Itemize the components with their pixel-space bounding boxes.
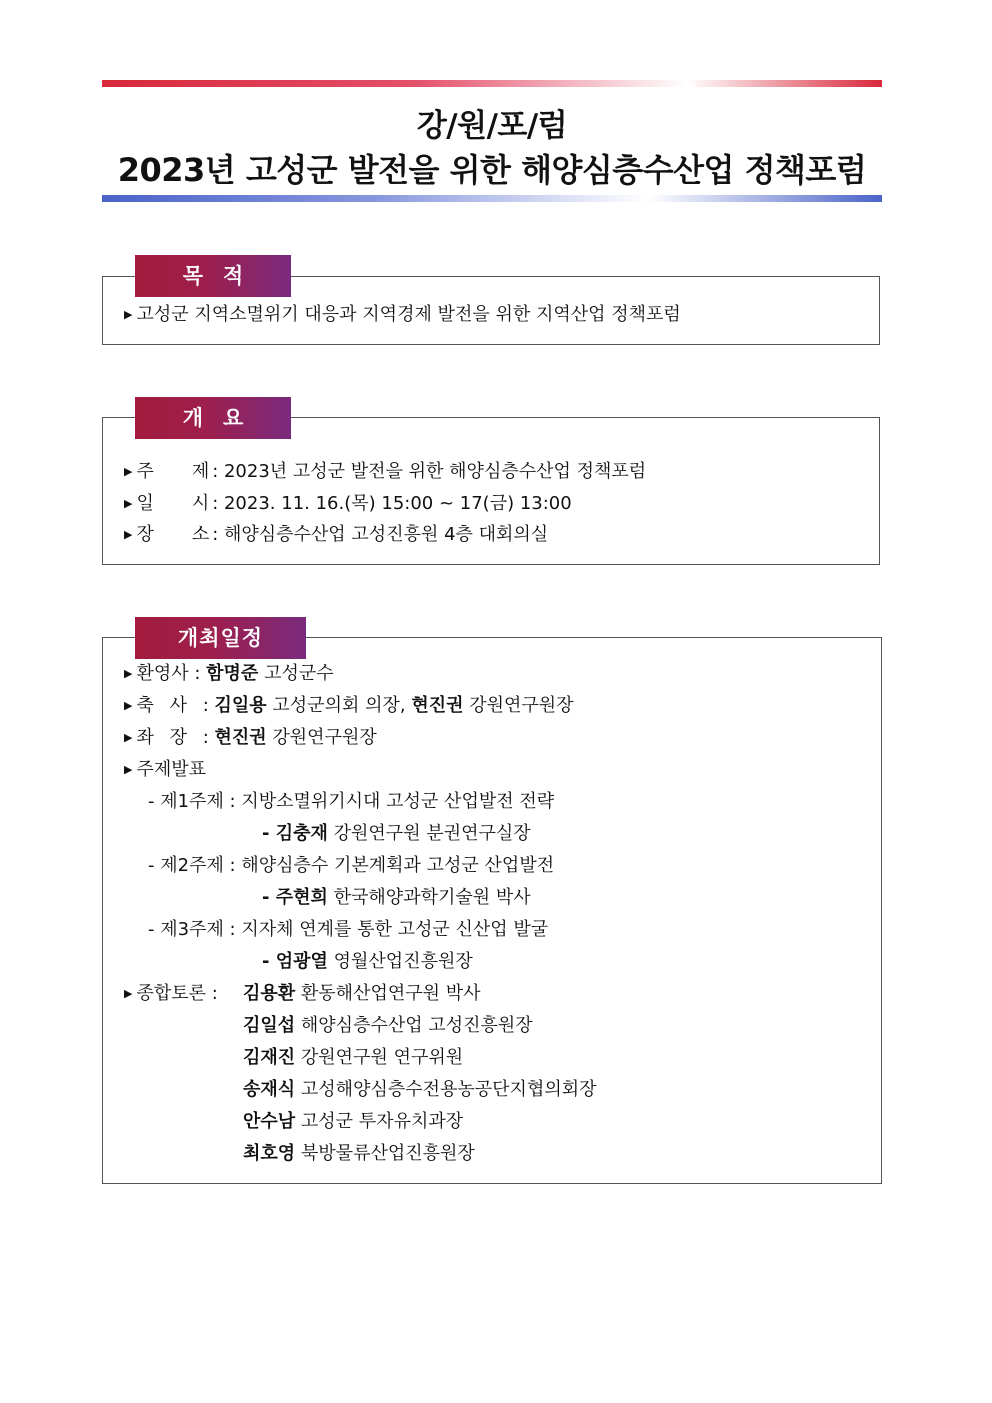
presenter-role: 한국해양과학기술원 박사 bbox=[333, 887, 531, 908]
panelist-3 bbox=[243, 1046, 463, 1070]
chair-name: 현진권 bbox=[214, 727, 267, 748]
bullet-icon: ▶ bbox=[124, 528, 133, 541]
chair-label: 좌 장 : bbox=[136, 727, 209, 748]
presenter-role: 영월산업진흥원장 bbox=[333, 951, 473, 972]
welcome-label: 환영사 : bbox=[136, 663, 201, 684]
topic-title-3: - 제3주제 : 지자체 연계를 통한 고성군 신산업 발굴 bbox=[148, 919, 549, 940]
panelist-name: 김재진 bbox=[243, 1047, 296, 1068]
welcome-line bbox=[124, 662, 334, 686]
overview-date: 2023. 11. 16.(목) 15:00 ~ 17(금) 13:00 bbox=[223, 493, 572, 514]
date-label-b: 시 bbox=[191, 493, 210, 514]
bullet-icon: ▶ bbox=[124, 465, 133, 478]
chair-line bbox=[124, 726, 377, 750]
place-label-b: 소 bbox=[191, 524, 210, 545]
panelist-1 bbox=[243, 982, 481, 1006]
panelist-name: 김일섭 bbox=[243, 1015, 296, 1036]
presenter-name: - 주현희 bbox=[262, 887, 328, 908]
header-bottom-bar bbox=[102, 195, 882, 202]
bullet-icon: ▶ bbox=[124, 699, 133, 712]
topic-presenter-1 bbox=[262, 822, 531, 846]
panelist-role: 해양심층수산업 고성진흥원장 bbox=[300, 1015, 533, 1036]
overview-place-line: ▶ 장 소 : 해양심층수산업 고성진흥원 4층 대회의실 bbox=[124, 524, 549, 545]
panelist-role: 고성해양심층수전용농공단지협의회장 bbox=[300, 1079, 597, 1100]
panelist-name: 안수남 bbox=[243, 1111, 296, 1132]
date-label-a: 일 bbox=[136, 493, 154, 514]
panelist-4 bbox=[243, 1078, 597, 1102]
forum-series-title: 강/원/포/럼 bbox=[416, 108, 568, 144]
overview-topic: 2023년 고성군 발전을 위한 해양심층수산업 정책포럼 bbox=[223, 461, 647, 482]
topic-label-b: 제 bbox=[191, 461, 210, 482]
overview-label: 개요 bbox=[135, 397, 291, 439]
panelist-role: 북방물류산업진흥원장 bbox=[300, 1143, 475, 1164]
bullet-icon: ▶ bbox=[124, 987, 133, 1000]
header-top-bar bbox=[102, 80, 882, 87]
congrats-role-1: 고성군의회 의장, bbox=[272, 695, 406, 716]
bullet-icon: ▶ bbox=[124, 731, 133, 744]
bullet-icon: ▶ bbox=[124, 308, 133, 321]
panelist-2 bbox=[243, 1014, 533, 1038]
congrats-label: 축 사 : bbox=[136, 695, 209, 716]
panelist-role: 환동해산업연구원 박사 bbox=[300, 983, 481, 1004]
bullet-icon: ▶ bbox=[124, 667, 133, 680]
welcome-name: 함명준 bbox=[206, 663, 259, 684]
purpose-text: 고성군 지역소멸위기 대응과 지역경제 발전을 위한 지역산업 정책포럼 bbox=[136, 304, 681, 325]
presenter-role: 강원연구원 분권연구실장 bbox=[333, 823, 531, 844]
forum-title: 2023년 고성군 발전을 위한 해양심층수산업 정책포럼 bbox=[117, 151, 867, 189]
panelist-name: 최호영 bbox=[243, 1143, 296, 1164]
schedule-label: 개최일정 bbox=[135, 617, 306, 659]
topic-presenter-2 bbox=[262, 886, 531, 910]
keynote-label: 주제발표 bbox=[136, 759, 207, 780]
panelist-role: 고성군 투자유치과장 bbox=[300, 1111, 464, 1132]
panelist-6 bbox=[243, 1142, 475, 1166]
panelist-name: 김용환 bbox=[243, 983, 296, 1004]
presenter-name: - 엄광열 bbox=[262, 951, 328, 972]
purpose-label: 목적 bbox=[135, 255, 291, 297]
overview-place: 해양심층수산업 고성진흥원 4층 대회의실 bbox=[223, 524, 549, 545]
panelist-name: 송재식 bbox=[243, 1079, 296, 1100]
panelist-5 bbox=[243, 1110, 463, 1134]
bullet-icon: ▶ bbox=[124, 497, 133, 510]
panelist-role: 강원연구원 연구위원 bbox=[300, 1047, 464, 1068]
discussion-line bbox=[124, 982, 218, 1006]
congrats-name-1: 김일용 bbox=[214, 695, 267, 716]
purpose-line bbox=[124, 303, 681, 327]
discussion-label: 종합토론 : bbox=[136, 983, 218, 1004]
topic-label-a: 주 bbox=[136, 461, 154, 482]
topic-title-2: - 제2주제 : 해양심층수 기본계획과 고성군 산업발전 bbox=[148, 855, 555, 876]
topic-presenter-3 bbox=[262, 950, 473, 974]
congrats-role-2: 강원연구원장 bbox=[469, 695, 574, 716]
welcome-role: 고성군수 bbox=[264, 663, 334, 684]
overview-date-line: ▶ 일 시 : 2023. 11. 16.(목) 15:00 ~ 17(금) 13:00 bbox=[124, 493, 572, 514]
topic-title-1: - 제1주제 : 지방소멸위기시대 고성군 산업발전 전략 bbox=[148, 791, 555, 812]
overview-topic-line: ▶ 주 제 : 2023년 고성군 발전을 위한 해양심층수산업 정책포럼 bbox=[124, 461, 647, 482]
chair-role: 강원연구원장 bbox=[272, 727, 377, 748]
congrats-name-2: 현진권 bbox=[411, 695, 464, 716]
keynote-line bbox=[124, 758, 206, 782]
presenter-name: - 김충재 bbox=[262, 823, 328, 844]
congrats-line bbox=[124, 694, 574, 718]
place-label-a: 장 bbox=[136, 524, 154, 545]
bullet-icon: ▶ bbox=[124, 763, 133, 776]
